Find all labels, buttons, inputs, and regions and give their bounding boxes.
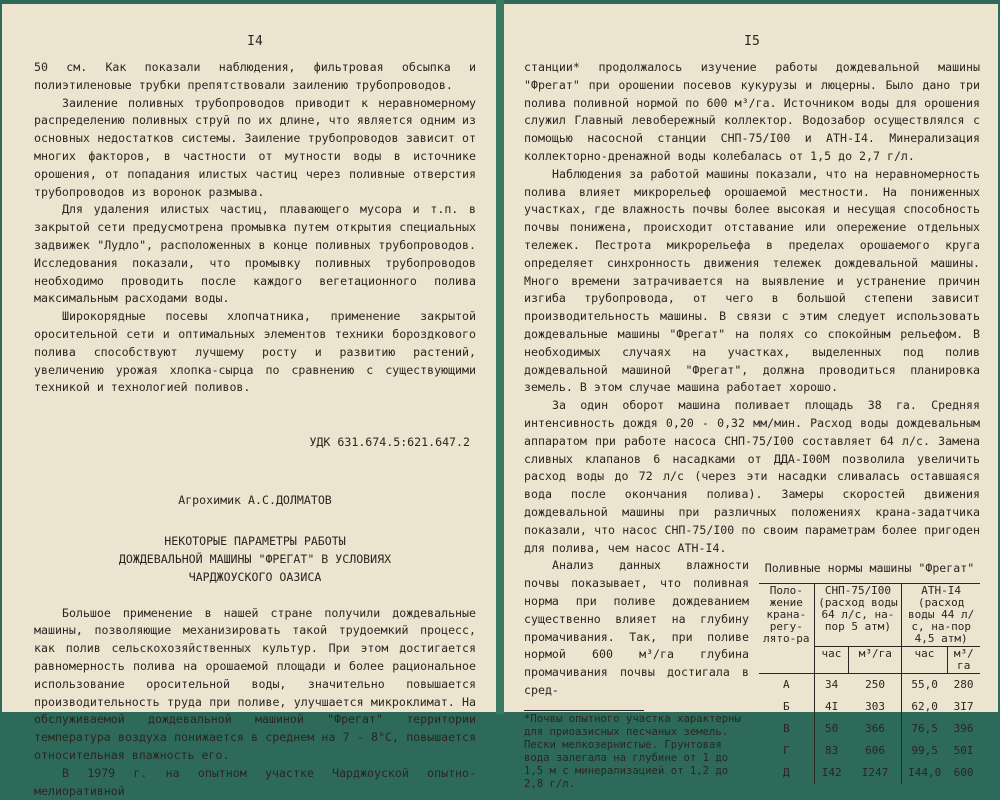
paragraph: Анализ данных влажности почвы показывает, что поливная норма при поливе дождеванием существенно влияет на глубину промачивания. Так, при поливе нормой 600 м³/га глубина промачивания почвы достигала в сред- — [524, 558, 749, 697]
footnote-divider — [524, 710, 644, 711]
paragraph: Большое применение в нашей стране получили дождевальные машины, позволяющие механизировать такой трудоемкий процесс, как полив сельскохозяйственных культур. При этом достигается равномерность полива на орошаемой площади и более рациональное использование оросительной воды, значительно повышается производительность труда при поливе, улучшается микроклимат. На обслуживаемой дождевальной машиной "Фрегат" территории температура воздуха понижается в среднем на 7 - 8°С, повышается относительная влажность его. — [34, 605, 476, 762]
table-cell: 606 — [849, 740, 902, 762]
table-cell: Г — [759, 740, 814, 762]
table-cell: 600 — [953, 766, 974, 780]
table-cell: 55,0 — [911, 678, 938, 692]
paragraph: Широкорядные посевы хлопчатника, применение закрытой оросительной сети и оптимальных элементов техники бороздкового полива способствуют лучшему росту и развитию растений, увеличению урожая хлопка-сырца по сравнению с существующими техникой и технологией поливов. — [34, 309, 476, 395]
table-cell: 99,5 — [911, 744, 938, 758]
left-page — [2, 4, 496, 798]
table-cell: А — [759, 674, 814, 697]
table-cell: 50 — [825, 722, 839, 736]
article-title — [34, 533, 476, 586]
table-header-atn: АТН-I4 (расход воды 44 л/с, на-пор 4,5 атм) — [902, 584, 980, 647]
title-line: ДОЖДЕВАЛЬНОЙ МАШИНЫ "ФРЕГАТ" В УСЛОВИЯХ — [118, 551, 392, 566]
table-cell: 4I — [825, 700, 839, 714]
book-gutter — [496, 0, 504, 714]
paragraph: 50 см. Как показали наблюдения, фильтровая обсыпка и полиэтиленовые трубки препятствовали заилению трубопроводов. — [34, 60, 476, 92]
table-cell: I247 — [849, 762, 902, 784]
table-cell: 303 — [849, 696, 902, 718]
title-line: НЕКОТОРЫЕ ПАРАМЕТРЫ РАБОТЫ — [164, 534, 346, 549]
table-cell: 83 — [825, 744, 839, 758]
table-subheader-hours: час — [814, 647, 849, 674]
table-row — [759, 762, 980, 784]
table-caption: Поливные нормы машины "Фрегат" — [764, 561, 975, 576]
table-cell: 50I — [953, 744, 974, 758]
table-cell: 62,0 — [911, 700, 938, 714]
table-header-snp: СНП-75/I00 (расход воды 64 л/с, на-пор 5 атм) — [814, 584, 902, 647]
table-header-position: Поло-жение крана-регу-лято-ра — [759, 584, 814, 674]
author-line: Агрохимик А.С.ДОЛМАТОВ — [178, 493, 332, 508]
table-cell: Д — [759, 762, 814, 784]
irrigation-norms-table — [759, 583, 980, 784]
table-row — [759, 696, 980, 718]
table-cell: 366 — [849, 718, 902, 740]
table-cell: 34 — [825, 678, 839, 692]
paragraph: станции* продолжалось изучение работы дождевальной машины "Фрегат" при орошении посевов кукурузы и люцерны. Было дано три полива поливной нормой по 600 м³/га. Источником воды для орошения служил Главный левобережный коллектор. Водозабор осуществлялся с помощью насосной станции СНП-75/I00 и АТН-I4. Минерализация коллекторно-дренажной воды колебалась от 1,5 до 2,7 г/л. — [524, 60, 980, 163]
table-cell: 250 — [849, 674, 902, 697]
text-and-table — [524, 557, 980, 790]
table-row — [759, 740, 980, 762]
table-cell: 3I7 — [953, 700, 974, 714]
table-cell: Б — [759, 696, 814, 718]
page-number-left: I4 — [247, 34, 263, 49]
paragraph: Для удаления илистых частиц, плавающего мусора и т.п. в закрытой сети предусмотрена промывка путем открытия специальных задвижек "Лудло", расположенных в конце поливных трубопроводов. Исследования показали, что промывку поливных трубопроводов необходимо проводить после каждого вегетационного полива максимальным расходами воды. — [34, 202, 476, 306]
paragraph: Заиление поливных трубопроводов приводит к неравномерному распределению поливных струй по их длине, что является одним из основных недостатков системы. Заиление трубопроводов зависит от многих факторов, в частности от мутности воды в источнике орошения, от попадания илистых частиц через поливные отверстия трубопроводов из воронок размыва. — [34, 95, 476, 199]
udk-code: УДК 631.674.5:621.647.2 — [309, 435, 470, 450]
left-column — [524, 557, 749, 790]
page-number-right: I5 — [744, 34, 760, 49]
right-page — [504, 4, 998, 790]
table-row — [759, 674, 980, 697]
table-cell: I44,0 — [908, 766, 942, 780]
table-column — [759, 557, 980, 790]
table-cell: 280 — [953, 678, 974, 692]
table-subheader-norm: м³/га — [849, 647, 902, 674]
table-row — [759, 718, 980, 740]
table-cell: 396 — [953, 722, 974, 736]
table-cell: В — [759, 718, 814, 740]
paragraph: За один оборот машина поливает площадь 38 га. Средняя интенсивность дождя 0,20 - 0,32 мм/мин. Расход воды дождевальным аппаратом при работе насоса СНП-75/I00 составляет 64 л/с. Замена сливных клапанов 6 насадками от ДДА-I00М позволила увеличить расход воды до 72 л/с (через эти насадки сливалась оставшаяся вода после окончания полива). Замеры скоростей движения дождевальной машины при различных положениях крана-задатчика показали, что насос СНП-75/I00 по своим параметрам более пригоден для полива, чем насос АТН-I4. — [524, 398, 980, 555]
table-subheader-hours: час — [902, 647, 947, 674]
table-cell: 76,5 — [911, 722, 938, 736]
paragraph: Наблюдения за работой машины показали, что на неравномерность полива влияет микрорельеф орошаемой местности. На пониженных участках, где влажность почвы более высокая и несущая способность почвы понижена, происходит отставание или опережение отдельных тележек. Пестрота микрорельефа в пределах орошаемого круга определяет синхронность движения тележек дождевальной машины. Много времени затрачивается на выявление и устранение причин изгиба трубопровода, от чего в большой степени зависит производительность машины. В связи с этим следует использовать дождевальные машины "Фрегат" на полях со спокойным рельефом. В необходимых случаях на участках, выделенных под полив дождевальной машиной "Фрегат", должна проводиться планировка земель. В этом случае машина работает хорошо. — [524, 166, 980, 395]
table-cell: I42 — [821, 766, 842, 780]
paragraph: В 1979 г. на опытном участке Чарджоуской опытно-мелиоративной — [34, 765, 476, 798]
title-line: ЧАРДЖОУСКОГО ОАЗИСА — [188, 569, 322, 584]
table-subheader-norm: м³/га — [947, 647, 980, 674]
footnote: *Почвы опытного участка характерны для приоазисных песчаных земель. Пески мелкозернистые. Грунтовая вода залегала на глубине от 1 до 1,5 м с минерализацией от 1,2 до 2,8 г/л. — [524, 712, 741, 790]
